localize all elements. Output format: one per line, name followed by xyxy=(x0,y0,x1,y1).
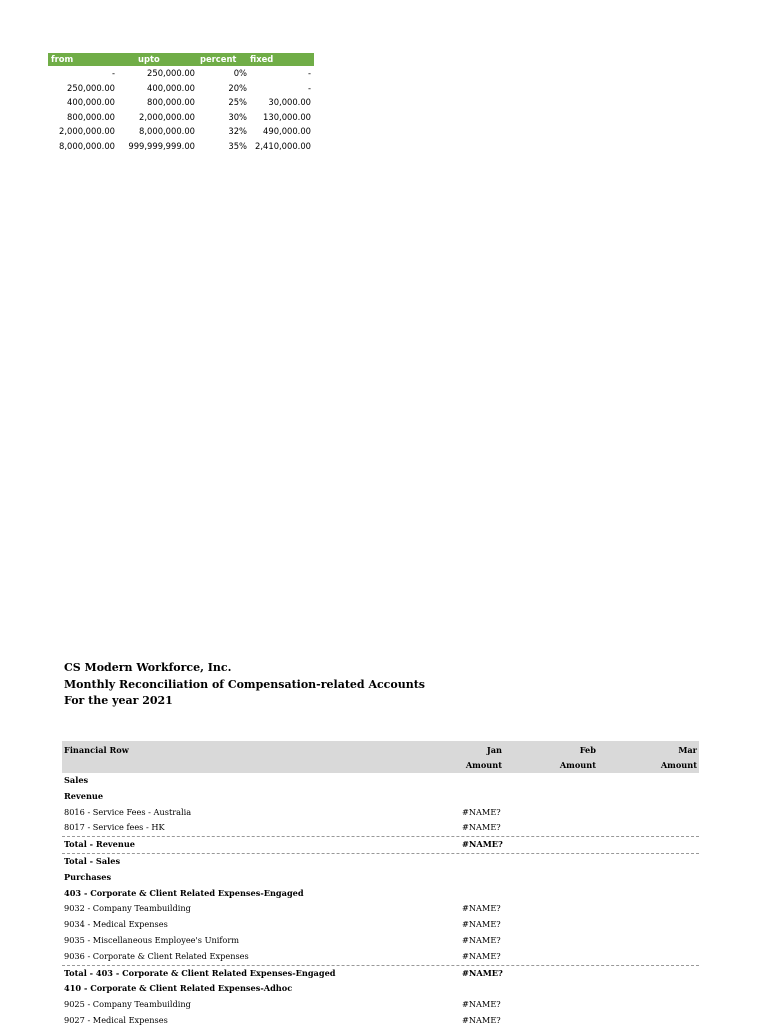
cell-percent: 35% xyxy=(228,140,247,151)
jan-amount: #NAME? xyxy=(462,919,501,930)
cell-percent: 30% xyxy=(228,111,247,122)
month-header-jan: Jan xyxy=(486,745,502,755)
tax-table-header-row xyxy=(48,53,314,66)
jan-amount: #NAME? xyxy=(462,950,501,961)
total-row xyxy=(62,836,699,853)
row-label: 8016 - Service Fees - Australia xyxy=(64,806,192,817)
total-row xyxy=(62,965,699,982)
account-row xyxy=(62,901,699,917)
amount-header-jan: Amount xyxy=(465,760,502,770)
account-row xyxy=(62,870,699,886)
tax-table-row xyxy=(48,81,314,96)
col-header-percent: percent xyxy=(198,53,250,66)
row-label: Total - 403 - Corporate & Client Related Expenses-Engaged xyxy=(64,967,336,978)
cell-upto: 250,000.00 xyxy=(147,68,195,78)
reconciliation-body xyxy=(62,773,699,1029)
cell-upto: 2,000,000.00 xyxy=(139,111,195,122)
row-label: Total - Revenue xyxy=(64,839,136,850)
row-label: Sales xyxy=(64,775,89,785)
jan-amount: #NAME? xyxy=(462,903,501,914)
jan-amount: #NAME? xyxy=(462,839,503,850)
col-header-fixed: fixed xyxy=(250,53,314,66)
row-label: 9036 - Corporate & Client Related Expenses xyxy=(64,950,249,961)
month-header-feb: Feb xyxy=(579,745,596,755)
row-label: 9032 - Company Teambuilding xyxy=(64,903,191,914)
tax-table-row xyxy=(48,139,314,154)
row-label: Purchases xyxy=(64,871,112,882)
report-title-block xyxy=(64,660,425,710)
cell-from: 8,000,000.00 xyxy=(59,140,115,151)
tax-bracket-table xyxy=(48,53,314,153)
cell-percent: 25% xyxy=(228,97,247,107)
jan-amount: #NAME? xyxy=(462,806,501,817)
account-row xyxy=(62,773,699,789)
col-header-from: from xyxy=(48,53,118,66)
amount-header-mar: Amount xyxy=(660,760,697,770)
cell-fixed: - xyxy=(307,82,311,93)
account-row xyxy=(62,820,699,836)
reconciliation-header-row xyxy=(62,741,699,773)
cell-percent: 20% xyxy=(228,82,247,93)
jan-amount: #NAME? xyxy=(462,822,501,833)
cell-from: 400,000.00 xyxy=(67,97,115,107)
cell-upto: 8,000,000.00 xyxy=(139,126,195,136)
cell-upto: 800,000.00 xyxy=(147,97,195,107)
cell-upto: 999,999,999.00 xyxy=(128,140,195,151)
row-label: 9034 - Medical Expenses xyxy=(64,919,168,930)
cell-from: - xyxy=(111,68,115,78)
reconciliation-table xyxy=(62,741,699,1029)
jan-amount: #NAME? xyxy=(462,967,503,978)
tax-table-row xyxy=(48,110,314,125)
cell-fixed: 490,000.00 xyxy=(263,126,311,136)
cell-fixed: 30,000.00 xyxy=(268,97,311,107)
account-row xyxy=(62,917,699,933)
cell-percent: 0% xyxy=(233,68,247,78)
col-header-upto: upto xyxy=(118,53,198,66)
account-row xyxy=(62,1013,699,1029)
row-label: 403 - Corporate & Client Related Expenses-Engaged xyxy=(64,887,304,898)
tax-table-row xyxy=(48,124,314,139)
cell-from: 800,000.00 xyxy=(67,111,115,122)
row-label: Revenue xyxy=(64,790,104,801)
report-title: Monthly Reconciliation of Compensation-related Accounts xyxy=(64,677,425,691)
cell-fixed: - xyxy=(307,68,311,78)
row-label: 9035 - Miscellaneous Employee's Uniform xyxy=(64,934,240,945)
account-row xyxy=(62,981,699,997)
cell-from: 2,000,000.00 xyxy=(59,126,115,136)
financial-row-header: Financial Row xyxy=(64,745,129,755)
cell-percent: 32% xyxy=(228,126,247,136)
row-label: 8017 - Service fees - HK xyxy=(64,822,165,833)
row-label: Total - Sales xyxy=(64,855,121,866)
amount-header-feb: Amount xyxy=(559,760,596,770)
account-row xyxy=(62,805,699,821)
tax-table-row xyxy=(48,95,314,110)
row-label: 410 - Corporate & Client Related Expenses-Adhoc xyxy=(64,983,293,994)
account-row xyxy=(62,997,699,1013)
cell-upto: 400,000.00 xyxy=(147,82,195,93)
report-period: For the year 2021 xyxy=(64,694,173,707)
cell-fixed: 130,000.00 xyxy=(263,111,311,122)
month-header-mar: Mar xyxy=(678,745,697,755)
account-row xyxy=(62,933,699,949)
row-label: 9027 - Medical Expenses xyxy=(64,1014,168,1025)
company-name: CS Modern Workforce, Inc. xyxy=(64,661,232,674)
account-row xyxy=(62,789,699,805)
account-row xyxy=(62,949,699,965)
cell-from: 250,000.00 xyxy=(67,82,115,93)
jan-amount: #NAME? xyxy=(462,1014,501,1025)
row-label: 9025 - Company Teambuilding xyxy=(64,999,191,1010)
jan-amount: #NAME? xyxy=(462,934,501,945)
jan-amount: #NAME? xyxy=(462,999,501,1010)
tax-table-row xyxy=(48,66,314,81)
cell-fixed: 2,410,000.00 xyxy=(255,140,311,151)
account-row xyxy=(62,886,699,902)
total-row xyxy=(62,853,699,870)
